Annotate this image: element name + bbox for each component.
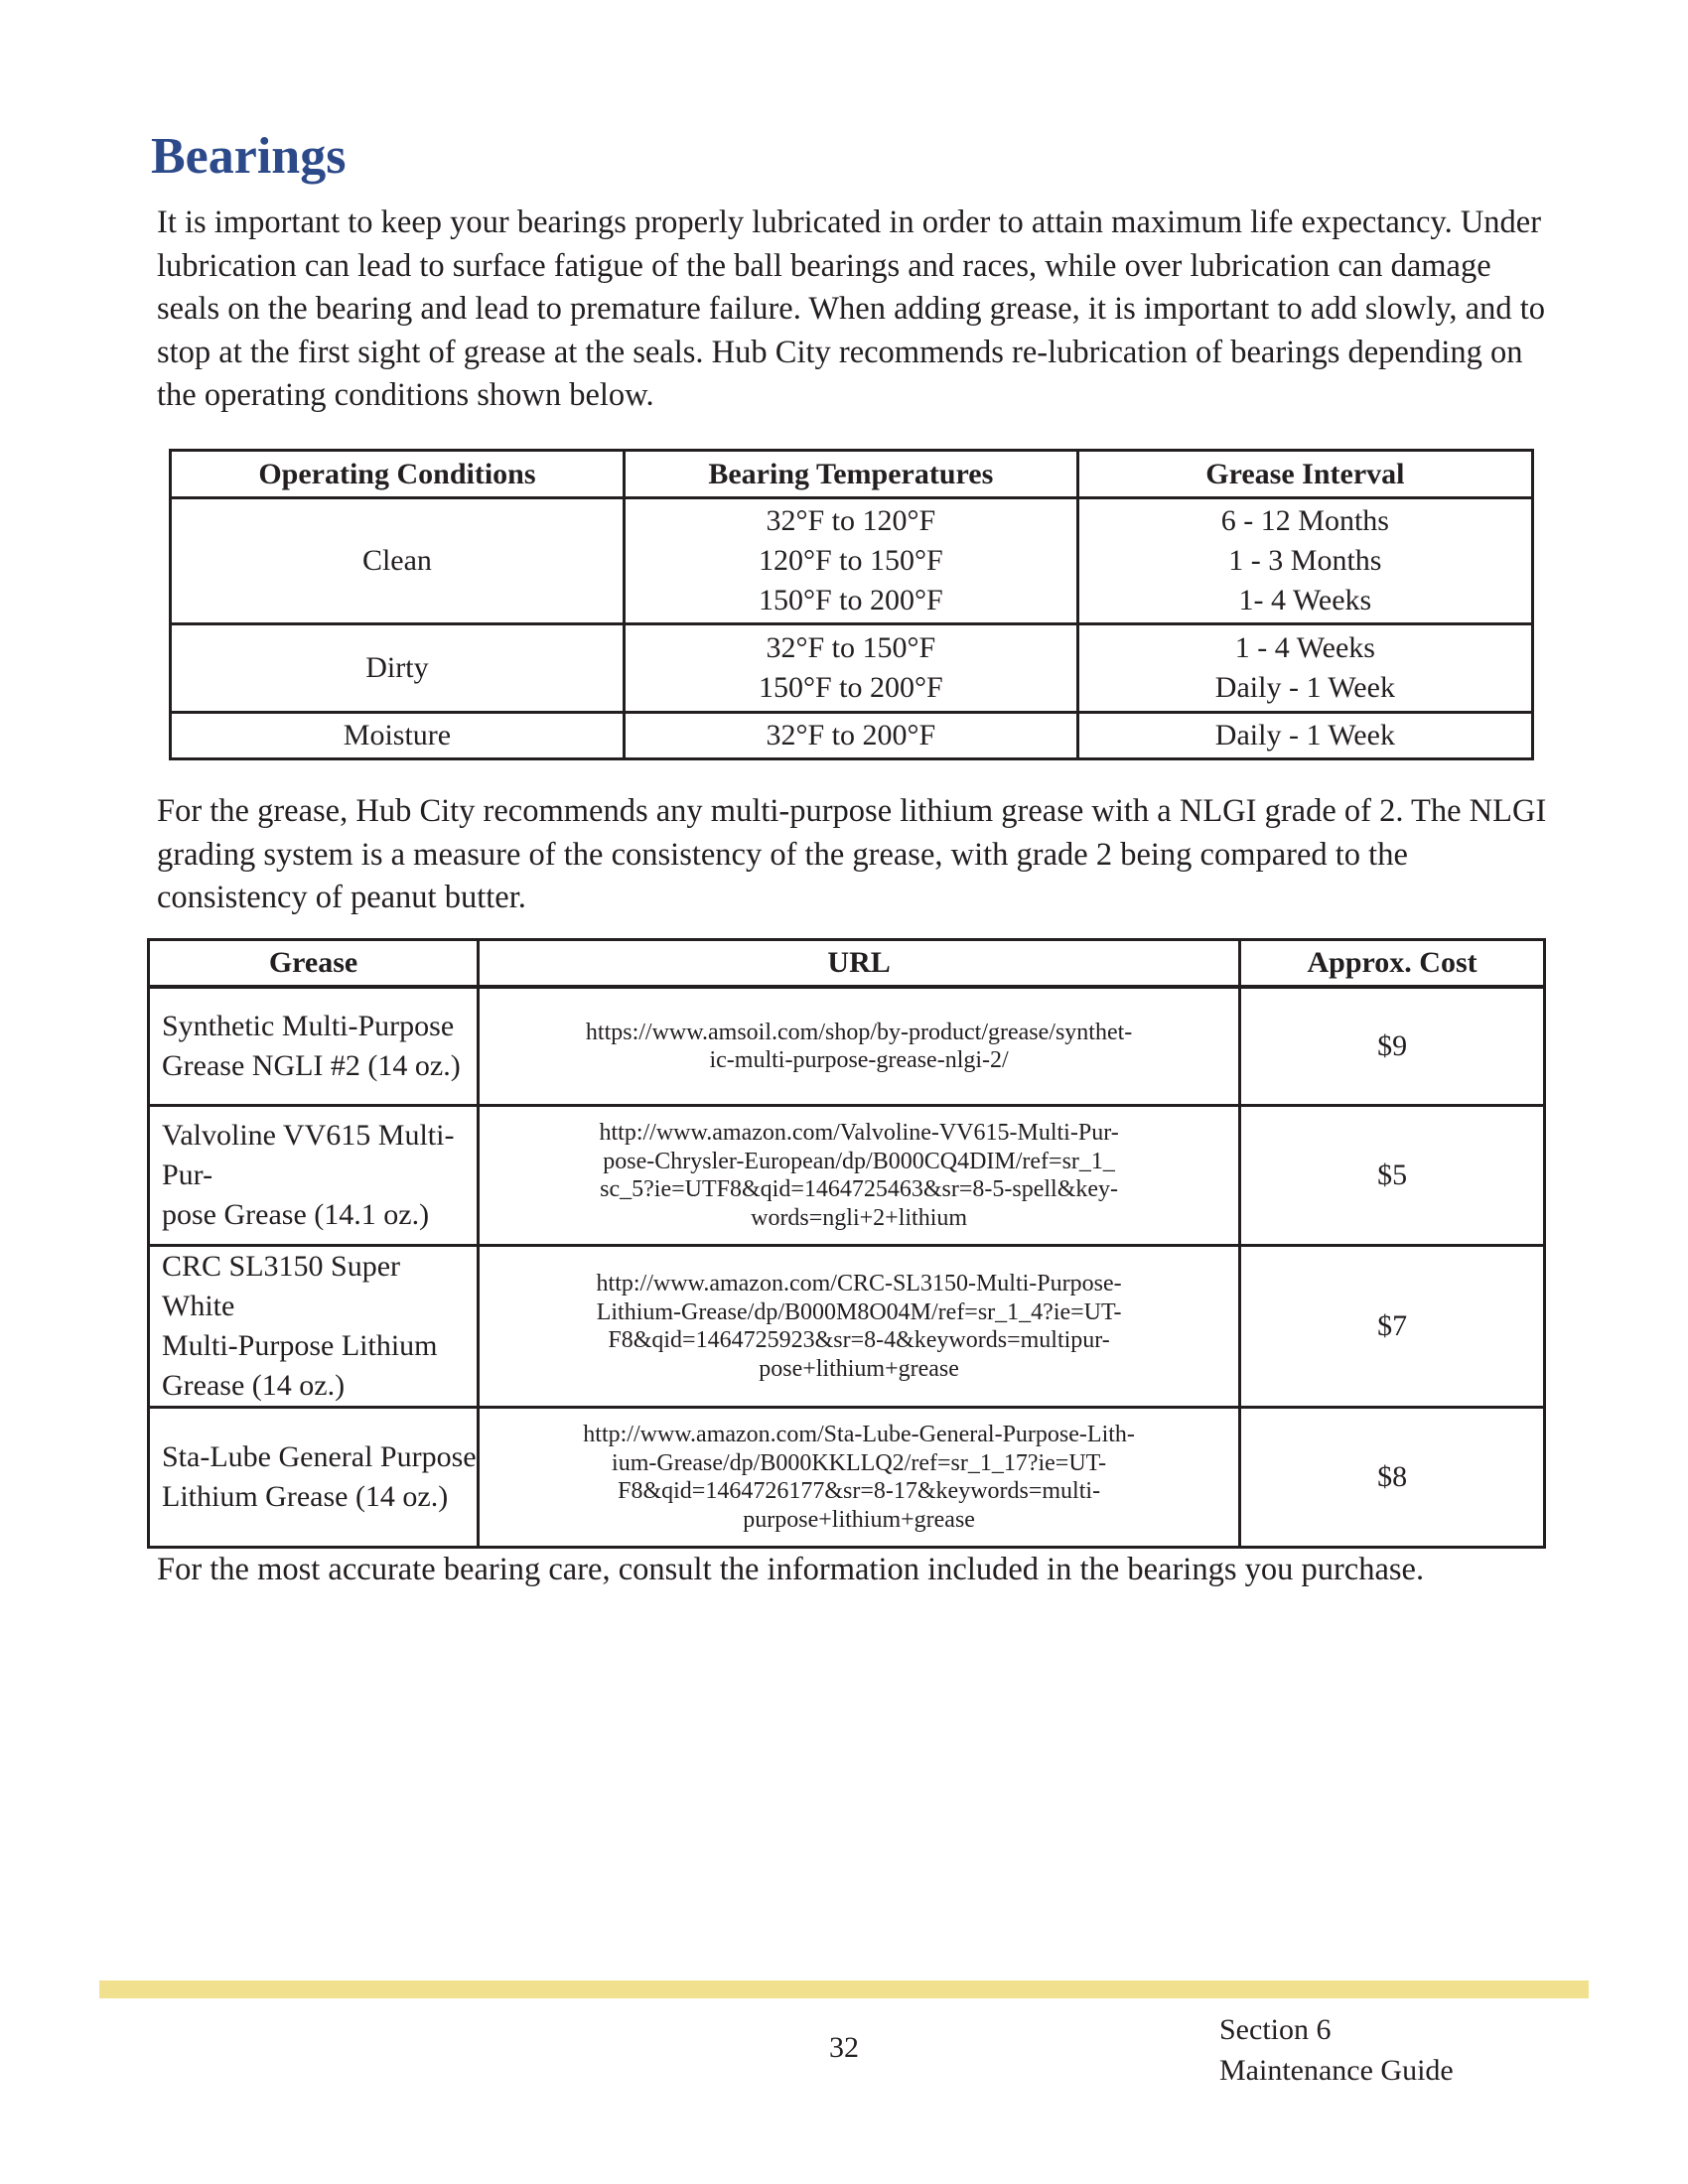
product-name-line: Sta-Lube General Purpose xyxy=(162,1440,477,1473)
header-grease-interval: Grease Interval xyxy=(1077,451,1532,498)
header-bearing-temperatures: Bearing Temperatures xyxy=(624,451,1077,498)
guide-title: Maintenance Guide xyxy=(1219,2054,1454,2087)
product-name-cell xyxy=(149,1408,479,1548)
table-row xyxy=(149,1246,1545,1408)
url-line: http://www.amazon.com/Valvoline-VV615-Multi-Pur- xyxy=(599,1120,1119,1146)
table-header-row xyxy=(171,451,1533,498)
header-grease: Grease xyxy=(149,940,479,988)
interval-line: Daily - 1 Week xyxy=(1214,671,1395,704)
url-line: words=ngli+2+lithium xyxy=(751,1204,968,1231)
url-line: http://www.amazon.com/Sta-Lube-General-Purpose-Lith- xyxy=(583,1422,1135,1447)
url-line: sc_5?ie=UTF8&qid=1464725463&sr=8-5-spell&key- xyxy=(600,1176,1119,1202)
url-line: ic-multi-purpose-grease-nlgi-2/ xyxy=(709,1047,1009,1073)
product-url-cell xyxy=(479,1106,1240,1246)
grease-paragraph: For the grease, Hub City recommends any multi-purpose lithium grease with a NLGI grade of 2. The NLGI grading system is a measure of the consistency of the grease, with grade 2 being compared to the consistency of peanut butter. xyxy=(157,793,1547,915)
interval-line: 1- 4 Weeks xyxy=(1238,584,1372,616)
url-line: http://www.amazon.com/CRC-SL3150-Multi-Purpose- xyxy=(596,1271,1122,1297)
url-line: pose+lithium+grease xyxy=(759,1355,959,1382)
product-url-cell xyxy=(479,987,1240,1106)
page-title: Bearings xyxy=(151,128,347,185)
url-line: F8&qid=1464726177&sr=8-17&keywords=multi- xyxy=(618,1478,1101,1504)
intro-paragraph: It is important to keep your bearings properly lubricated in order to attain maximum life expectancy. Under lubrication can lead to surface fatigue of the ball bearings and races, while over lubrication can damage seals on the bearing and lead to premature failure. When adding grease, it is important to add slowly, and to stop at the first sight of grease at the seals. Hub City recommends re-lubrication of bearings depending on the operating conditions shown below. xyxy=(157,205,1545,413)
closing-paragraph: For the most accurate bearing care, consult the information included in the bearings you purchase. xyxy=(157,1552,1425,1587)
temps-cell: 32°F to 200°F xyxy=(624,713,1077,759)
table-row xyxy=(149,1106,1545,1246)
product-name-line: Lithium Grease (14 oz.) xyxy=(162,1480,449,1513)
table-row-dirty xyxy=(171,624,1533,713)
table-header-row xyxy=(149,940,1545,988)
interval-line: 1 - 4 Weeks xyxy=(1234,631,1375,664)
temp-line: 120°F to 150°F xyxy=(758,544,943,577)
url-line: F8&qid=1464725923&sr=8-4&keywords=multipur- xyxy=(608,1327,1110,1353)
product-name-cell xyxy=(149,1246,479,1408)
temps-cell xyxy=(624,624,1077,713)
product-name-cell xyxy=(149,987,479,1106)
product-name-line: pose Grease (14.1 oz.) xyxy=(162,1198,430,1231)
interval-line: 1 - 3 Months xyxy=(1228,544,1382,577)
interval-cell xyxy=(1077,624,1532,713)
product-name-line: Grease (14 oz.) xyxy=(162,1369,346,1402)
product-name-line: Valvoline VV615 Multi-Pur- xyxy=(162,1119,455,1191)
header-approx-cost: Approx. Cost xyxy=(1240,940,1545,988)
product-cost-cell: $7 xyxy=(1240,1246,1545,1408)
page-number: 32 xyxy=(829,2031,859,2064)
interval-cell: Daily - 1 Week xyxy=(1077,713,1532,759)
temp-line: 32°F to 120°F xyxy=(766,504,936,537)
temp-line: 150°F to 200°F xyxy=(758,584,943,616)
product-cost-cell: $5 xyxy=(1240,1106,1545,1246)
product-name-line: Grease NGLI #2 (14 oz.) xyxy=(162,1049,461,1082)
header-operating-conditions: Operating Conditions xyxy=(171,451,625,498)
product-name-cell xyxy=(149,1106,479,1246)
table-row xyxy=(149,987,1545,1106)
url-line: purpose+lithium+grease xyxy=(743,1506,975,1533)
product-cost-cell: $8 xyxy=(1240,1408,1545,1548)
section-title: Section 6 xyxy=(1219,2013,1332,2046)
section-label xyxy=(1219,2009,1454,2091)
url-line: https://www.amsoil.com/shop/by-product/grease/synthet- xyxy=(585,1019,1133,1045)
table-row xyxy=(149,1408,1545,1548)
url-line: Lithium-Grease/dp/B000M8O04M/ref=sr_1_4?ie=UT- xyxy=(596,1298,1122,1325)
condition-cell: Moisture xyxy=(171,713,625,759)
url-line: pose-Chrysler-European/dp/B000CQ4DIM/ref=sr_1_ xyxy=(603,1148,1115,1174)
product-cost-cell: $9 xyxy=(1240,987,1545,1106)
product-name-line: Multi-Purpose Lithium xyxy=(162,1329,438,1362)
grease-products-table xyxy=(147,938,1546,1549)
temp-line: 150°F to 200°F xyxy=(758,671,943,704)
product-url-cell xyxy=(479,1408,1240,1548)
url-line: ium-Grease/dp/B000KKLLQ2/ref=sr_1_17?ie=UT- xyxy=(612,1449,1107,1476)
interval-cell xyxy=(1077,498,1532,624)
condition-cell: Dirty xyxy=(171,624,625,713)
product-name-line: CRC SL3150 Super White xyxy=(162,1250,401,1322)
condition-cell: Clean xyxy=(171,498,625,624)
product-name-line: Synthetic Multi-Purpose xyxy=(162,1010,455,1042)
temps-cell xyxy=(624,498,1077,624)
temp-line: 32°F to 150°F xyxy=(766,631,936,664)
product-url-cell xyxy=(479,1246,1240,1408)
header-url: URL xyxy=(479,940,1240,988)
operating-conditions-table xyxy=(169,449,1534,760)
footer-bar xyxy=(99,1980,1589,1998)
table-row-clean xyxy=(171,498,1533,624)
interval-line: 6 - 12 Months xyxy=(1220,504,1389,537)
table-row-moisture xyxy=(171,713,1533,759)
